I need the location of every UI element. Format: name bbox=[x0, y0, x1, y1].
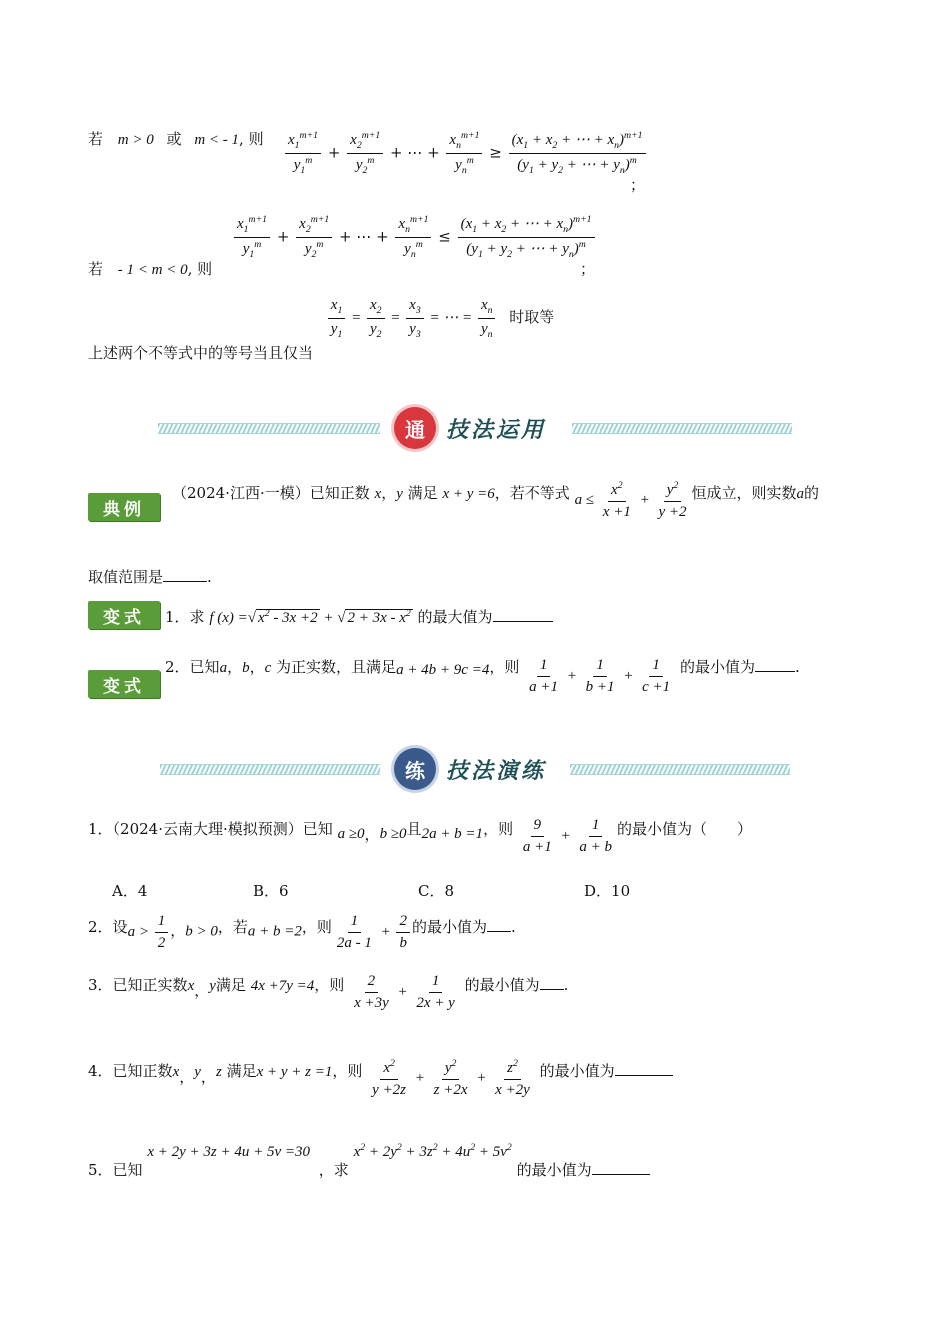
equality-suffix: 时取等 bbox=[509, 308, 555, 327]
frac: $\frac{2}{x +3y}$ bbox=[354, 973, 389, 1011]
q1-option-b[interactable]: B．6 bbox=[253, 882, 289, 900]
question-1: 1．（2024·云南大理·模拟预测）已知 a ≥0，b ≥0且2a + b =1，则 $\frac{9}{a +1}$ + $\frac{1}{a + b}$ 的最小值为（ ） bbox=[88, 817, 752, 855]
math: a > $\frac{1}{2}$ bbox=[128, 924, 171, 940]
math: $x^2 + 2y^2 + 3z^2 + 4u^2 + 5v^2$ bbox=[353, 1142, 512, 1160]
theory-case2 bbox=[88, 258, 212, 279]
section-header-usage bbox=[158, 407, 792, 449]
question-number: 3． bbox=[88, 975, 113, 994]
semicolon: ； bbox=[580, 260, 596, 278]
math: x + 2y + 3z + 4u + 5v =30 bbox=[147, 1144, 311, 1160]
answer-blank[interactable] bbox=[540, 988, 564, 990]
frac: $\frac{x_n}{y_n}$ bbox=[478, 296, 496, 341]
frac: $\frac{x_2^{m+1}}{y_2^m}$ bbox=[296, 214, 332, 261]
q1-option-d[interactable]: D．10 bbox=[584, 882, 631, 900]
example-line2 bbox=[88, 566, 212, 587]
frac: $\frac{y^2}{y +2}$ bbox=[658, 480, 687, 520]
text: 的最小值为 bbox=[679, 657, 755, 676]
frac: $\frac{x_1^{m+1}}{y_1^m}$ bbox=[234, 214, 270, 261]
question-number: 2． bbox=[88, 917, 113, 936]
theory-ineq2: $\frac{x_1^{m+1}}{y_1^m}$ + $\frac{x_2^{m+1}}{y_2^m}$ + ⋯ + $\frac{x_n^{m+1}}{y_n^m}$ ≤ $\frac{(x_1 + x_2 + \cdots + x_n)^{m+1}}{(y_1 + y_2 + \cdots + y_n)^m}$ bbox=[232, 214, 597, 261]
ruo-label: 若 bbox=[88, 130, 104, 148]
frac: $\frac{x_1}{y_1}$ bbox=[328, 296, 346, 341]
answer-blank[interactable] bbox=[493, 620, 553, 622]
text: 满足 bbox=[215, 975, 246, 994]
answer-blank[interactable] bbox=[615, 1074, 673, 1076]
frac: $\frac{9}{a +1}$ bbox=[522, 817, 552, 855]
q1-option-a[interactable]: A．4 bbox=[112, 882, 148, 900]
question-source: （2024·云南大理·模拟预测） bbox=[112, 819, 303, 838]
text: 为正实数，且满足 bbox=[276, 657, 397, 676]
answer-blank[interactable] bbox=[163, 580, 207, 582]
math: $\frac{1}{2a - 1}$ + $\frac{2}{b}$ bbox=[332, 924, 412, 940]
math: a bbox=[796, 486, 804, 503]
question-4: 4．已知正数x，y，z 满足x + y + z =1，则 $\frac{x^2}{y +2z}$ + $\frac{y^2}{z +2x}$ + $\frac{z^2}{x +2y}$ 的最小值为 bbox=[88, 1058, 673, 1100]
text: 满足 bbox=[407, 484, 438, 503]
math: 2a + b =1 bbox=[421, 825, 484, 842]
text: 且 bbox=[406, 819, 422, 838]
text: 已知正数 bbox=[309, 484, 370, 503]
math: $\frac{2}{x +3y}$ + $\frac{1}{2x + y}$ bbox=[349, 984, 460, 1000]
text: 取值范围是 bbox=[88, 568, 164, 586]
question-number: 5． bbox=[88, 1161, 113, 1179]
frac: $\frac{x_n^{m+1}}{y_n^m}$ bbox=[395, 214, 431, 261]
frac: $\frac{1}{2a - 1}$ bbox=[336, 913, 372, 951]
frac: $\frac{1}{b +1}$ bbox=[585, 657, 615, 695]
divider-stripe-left bbox=[158, 423, 380, 434]
text: 的最小值为 bbox=[464, 975, 540, 994]
section-title: 技法运用 bbox=[446, 418, 547, 443]
frac: $\frac{x_1^{m+1}}{y_1^m}$ bbox=[285, 130, 321, 177]
text: 已知 bbox=[302, 819, 333, 838]
text: . bbox=[511, 917, 516, 936]
or-label: 或 bbox=[166, 130, 182, 148]
frac: $\frac{x^2}{x +1}$ bbox=[602, 480, 631, 520]
question-3: 3．已知正实数x，y满足 4x +7y =4，则 $\frac{2}{x +3y}$ + $\frac{1}{2x + y}$ 的最小值为 . bbox=[88, 973, 569, 1011]
frac: $\frac{y^2}{z +2x}$ bbox=[433, 1058, 468, 1098]
frac: $\frac{1}{2x + y}$ bbox=[416, 973, 455, 1011]
math: x + y + z =1 bbox=[256, 1064, 333, 1081]
text: ，若 bbox=[217, 917, 248, 936]
frac: $\frac{x_2^{m+1}}{y_2^m}$ bbox=[347, 130, 383, 177]
text: 的最小值为 bbox=[539, 1062, 615, 1081]
q1-option-c[interactable]: C．8 bbox=[418, 882, 455, 900]
theory-ineq1: $\frac{x_1^{m+1}}{y_1^m}$ + $\frac{x_2^{m+1}}{y_2^m}$ + ⋯ + $\frac{x_n^{m+1}}{y_n^m}$ ≥ $\frac{(x_1 + x_2 + \cdots + x_n)^{m+1}}{(y_1 + y_2 + \cdots + y_n)^m}$ bbox=[283, 130, 648, 177]
text: 的 bbox=[804, 484, 820, 503]
text: 的最大值为 bbox=[417, 608, 493, 626]
frac: $\frac{x_3}{y_3}$ bbox=[406, 296, 424, 341]
question-number: 2． bbox=[165, 657, 190, 676]
math: y bbox=[396, 486, 403, 503]
text: 的最小值为 bbox=[516, 1161, 592, 1179]
math: a ≥0 bbox=[337, 825, 365, 842]
cond-m-pos: m > 0 bbox=[117, 132, 154, 148]
math: a + b =2 bbox=[247, 923, 302, 940]
math: $\frac{9}{a +1}$ + $\frac{1}{a + b}$ bbox=[518, 828, 617, 844]
lian-badge-icon: 练 bbox=[394, 748, 436, 790]
question-5 bbox=[88, 1140, 650, 1179]
ze-label: , 则 bbox=[239, 130, 264, 148]
text: . bbox=[207, 568, 212, 586]
variant-tag: 变式 bbox=[88, 670, 160, 698]
frac: $\frac{1}{c +1}$ bbox=[642, 657, 671, 695]
text: ，若不等式 bbox=[494, 484, 570, 503]
theory-case1 bbox=[88, 128, 264, 149]
cond-m-range: - 1 < m < 0 bbox=[117, 262, 188, 278]
section-title: 技法演练 bbox=[446, 759, 547, 784]
text: 已知 bbox=[112, 1161, 143, 1179]
text: 设 bbox=[112, 917, 128, 936]
answer-blank[interactable] bbox=[487, 930, 511, 932]
example-tag: 典例 bbox=[88, 493, 160, 521]
cond-m-lt: m < - 1 bbox=[194, 132, 240, 148]
math: b > 0 bbox=[185, 923, 218, 940]
text: . bbox=[563, 975, 569, 994]
equality-prefix: 上述两个不等式中的等号当且仅当 bbox=[88, 344, 314, 363]
tong-badge-icon: 通 bbox=[394, 407, 436, 449]
frac: $\frac{z^2}{x +2y}$ bbox=[495, 1058, 530, 1098]
question-number: 1． bbox=[165, 608, 190, 626]
text: ，则 bbox=[483, 819, 514, 838]
variant2-line: 2．已知a，b，c 为正实数，且满足a + 4b + 9c =4，则 $\frac{1}{a +1}$ + $\frac{1}{b +1}$ + $\frac{1}{c +1}$ 的最小值为 . bbox=[165, 657, 800, 695]
text: ，则 bbox=[314, 975, 345, 994]
question-2: 2．设a > $\frac{1}{2}$ ，b > 0，若a + b =2，则 $\frac{1}{2a - 1}$ + $\frac{2}{b}$ 的最小值为 . bbox=[88, 913, 516, 951]
ruo-label: 若 bbox=[88, 260, 104, 278]
text: ，求 bbox=[318, 1161, 349, 1179]
frac: $\frac{1}{2}$ bbox=[155, 912, 169, 953]
text: 的最小值为（ ） bbox=[616, 819, 752, 838]
text: 满足 bbox=[226, 1062, 257, 1081]
answer-blank[interactable] bbox=[755, 670, 795, 672]
text: 已知正实数 bbox=[112, 975, 188, 994]
math: a ≤ $\frac{x^2}{x +1}$ + $\frac{y^2}{y +2}$ bbox=[575, 492, 692, 508]
text: 已知 bbox=[189, 657, 220, 676]
frac: $\frac{(x_1 + x_2 + \cdots + x_n)^{m+1}}{(y_1 + y_2 + \cdots + y_n)^m}$ bbox=[458, 214, 595, 261]
frac: $\frac{x^2}{y +2z}$ bbox=[372, 1058, 407, 1098]
text: 恒成立，则实数 bbox=[691, 484, 797, 503]
math: x + y =6 bbox=[442, 486, 495, 503]
theory-equality bbox=[88, 296, 555, 363]
math: f (x) =√ $x^2 - 3x +2$ + √ $2 + 3x - x^2$ bbox=[209, 608, 411, 626]
variant1-line bbox=[165, 606, 553, 627]
frac: $\frac{1}{a + b}$ bbox=[579, 817, 612, 855]
frac: $\frac{(x_1 + x_2 + \cdots + x_n)^{m+1}}{(y_1 + y_2 + \cdots + y_n)^m}$ bbox=[509, 130, 646, 177]
divider-stripe-left bbox=[160, 764, 380, 775]
frac: $\frac{x_2}{y_2}$ bbox=[367, 296, 385, 341]
divider-stripe-right bbox=[572, 423, 792, 434]
math: $\frac{1}{a +1}$ + $\frac{1}{b +1}$ + $\frac{1}{c +1}$ bbox=[524, 668, 675, 684]
math: x bbox=[374, 486, 382, 503]
section-header-practice bbox=[158, 748, 792, 790]
math: $\frac{x^2}{y +2z}$ + $\frac{y^2}{z +2x}$ + $\frac{z^2}{x +2y}$ bbox=[367, 1070, 535, 1086]
text: 的最小值为 bbox=[411, 917, 487, 936]
text: ，则 bbox=[301, 917, 332, 936]
text: 已知正数 bbox=[112, 1062, 173, 1081]
question-number: 4． bbox=[88, 1062, 113, 1081]
frac: $\frac{2}{b}$ bbox=[396, 912, 410, 953]
math: a + 4b + 9c =4 bbox=[396, 661, 490, 678]
variant-tag: 变式 bbox=[88, 601, 160, 629]
example-line1: （2024·江西·一模）已知正数 x，y 满足 x + y =6，若不等式 a ≤ $\frac{x^2}{x +1}$ + $\frac{y^2}{y +2}$ 恒成立，则实数a的 bbox=[172, 480, 820, 520]
text: ，则 bbox=[332, 1062, 363, 1081]
frac: $\frac{x_n^{m+1}}{y_n^m}$ bbox=[446, 130, 482, 177]
text: 求 bbox=[189, 608, 205, 626]
question-number: 1． bbox=[88, 819, 113, 838]
text: . bbox=[794, 657, 800, 676]
example-source: （2024·江西·一模） bbox=[172, 484, 310, 503]
answer-blank[interactable] bbox=[592, 1173, 650, 1175]
frac: $\frac{1}{a +1}$ bbox=[529, 657, 559, 695]
math: b ≥0 bbox=[379, 825, 407, 842]
text: ，则 bbox=[489, 657, 520, 676]
math: 4x +7y =4 bbox=[250, 977, 315, 994]
divider-stripe-right bbox=[570, 764, 790, 775]
equality-chain: $\frac{x_1}{y_1}$ = $\frac{x_2}{y_2}$ = $\frac{x_3}{y_3}$ = ⋯ = $\frac{x_n}{y_n}$ bbox=[326, 310, 501, 326]
ze-label: , 则 bbox=[187, 260, 213, 278]
semicolon: ； bbox=[630, 176, 646, 194]
